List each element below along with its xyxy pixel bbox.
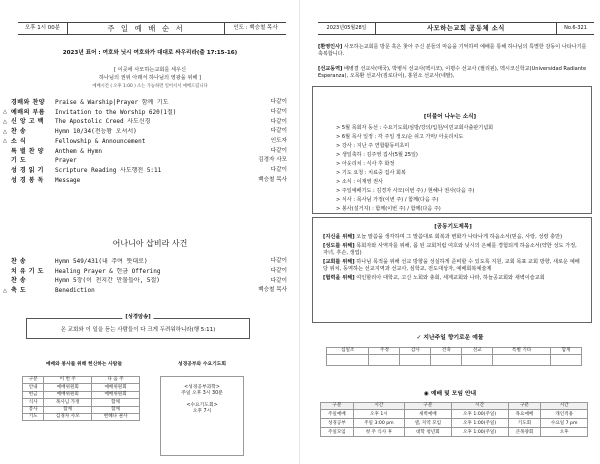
intro-line: [ 이곳에 사모하는교회를 세우신 <box>113 67 187 73</box>
news-item: > 주일예배기도 : 김경자 사모(이번 주) / 현혜나 권사(다음 주) <box>336 188 475 194</box>
order-name: 찬 송 <box>11 258 27 266</box>
prayer-item <box>323 275 583 283</box>
news-title: 사모하는교회 공동체 소식 <box>427 24 505 32</box>
prayer-text: 하나님 목적을 위해 선교 방향을 성실하게 준비할 수 있도록 지원, 교회 목표 교회 방향, 새로운 예배당 위치, 동역하는 선교지역과 선교사, 심학교, 전도대상자, 예배회복예술제 <box>323 258 580 273</box>
offering-value-cell <box>462 355 493 366</box>
duty-header-row <box>23 377 140 384</box>
order-desc: Message <box>55 176 81 184</box>
order-desc: Benediction <box>55 287 95 295</box>
worship-info-title <box>300 391 600 398</box>
order-row <box>3 117 287 127</box>
duty-cell: 현혜나 권사 <box>92 413 140 420</box>
memory-verse-text: 온 교회와 이 일을 듣는 사람들이 다 크게 두려워하니라(행 5:11) <box>60 327 216 333</box>
duty-cell: 기도 <box>23 413 44 420</box>
order-row <box>3 156 287 166</box>
standing-mark: △ <box>3 119 7 126</box>
offering-title <box>300 335 600 342</box>
bulletin-number: No.6-321 <box>556 23 594 34</box>
worship-cell: 새벽예배 <box>405 410 452 419</box>
offering-header-cell: 감사 <box>400 348 431 355</box>
order-row <box>3 98 287 108</box>
standing-mark: △ <box>3 109 7 116</box>
news-list <box>336 125 586 215</box>
offering-header-row <box>327 348 582 355</box>
order-leader: 다같이 <box>270 109 287 116</box>
order-name: 예배의 부름 <box>11 108 46 116</box>
order-leader: 다같이 <box>270 167 287 174</box>
news-section-title: [더불어 나누는 소식] <box>423 114 477 120</box>
standing-mark: △ <box>3 287 7 294</box>
duty-cell: 목사님 가정 <box>44 399 92 406</box>
duty-cell: 예배위원회 <box>44 384 92 391</box>
standing-mark: △ <box>3 138 7 145</box>
order-name: 성 경 봉 독 <box>11 176 44 184</box>
duty-header-cell: 다 음 주 <box>92 377 140 384</box>
offering-icon: ✓ <box>416 335 424 341</box>
worship-header-cell: 시간 <box>451 403 508 410</box>
news-item: > 6월 목사 일정 : 각 주일 정오/순 쉬고 가마/ 아웃리치도 <box>336 134 464 140</box>
missionary-text <box>318 66 590 80</box>
offering-value-cell <box>369 355 400 366</box>
prayer-item <box>323 243 583 258</box>
duty-row <box>23 391 140 398</box>
order-desc: Prayer <box>55 157 77 165</box>
order-desc: Fellowship & Announcement <box>55 137 146 145</box>
worship-row <box>321 419 588 428</box>
memory-verse-box <box>26 314 250 339</box>
worship-cell: 대학 청년회 <box>405 428 452 437</box>
worship-order-list-2 <box>3 257 287 296</box>
worship-header-cell: 구분 <box>321 403 354 410</box>
welcome-body: 사모하는교회를 방문 혹은 찾아 주신 분들의 마음을 기억하며 예배를 통해 하나님의 특별한 감동이 나타나기를 축복합니다. <box>318 44 587 58</box>
order-row <box>3 166 287 176</box>
worship-cell: 큰목양회 <box>508 428 541 437</box>
bulletin-date: 2023년05월28일 <box>318 23 376 34</box>
duty-cell: 함께 <box>44 406 92 413</box>
prayer-item <box>323 259 583 274</box>
order-row <box>3 257 287 267</box>
news-item: > 기도 요청 : 치료중 집사 회복 <box>336 170 406 176</box>
order-name: 소 식 <box>11 137 27 145</box>
worship-row <box>321 410 588 419</box>
order-row <box>3 127 287 137</box>
offering-header-cell: 합계 <box>551 348 582 355</box>
study-line: <수요기도회> <box>186 402 218 408</box>
worship-header-row <box>321 403 588 410</box>
worship-order-list <box>3 98 287 185</box>
prayer-label: [지신을 위해] <box>323 234 355 240</box>
duty-cell: 예배위원회 <box>92 391 140 398</box>
offering-header-cell: 선교 <box>462 348 493 355</box>
prayer-label: [협력을 위해] <box>323 274 355 281</box>
order-name: 성 경 읽 기 <box>11 166 44 174</box>
order-name: 치 유 기 도 <box>11 267 44 275</box>
welcome-text <box>318 44 590 58</box>
worship-info-table <box>320 402 588 437</box>
worship-cell: 기도회 <box>508 419 541 428</box>
order-leader: 다같이 <box>270 118 287 125</box>
sermon-title: 어나니아 삽비라 사건 <box>112 239 188 248</box>
order-leader: 다같이 <box>270 99 287 106</box>
offering-table <box>326 347 582 366</box>
prayer-label: [성도를 위해] <box>323 242 355 249</box>
news-item: > 강사 : 지난 주 연합활동미초미 <box>336 143 410 149</box>
news-header <box>318 22 594 35</box>
order-leader: 다같이 <box>270 147 287 154</box>
order-row <box>3 276 287 286</box>
order-name: 경배와 찬양 <box>11 99 46 107</box>
offering-value-cell <box>493 355 551 366</box>
duty-cell: 봉사 <box>23 406 44 413</box>
order-leader: 김경자 사모 <box>258 157 287 164</box>
worship-info-icon: ◉ <box>423 391 431 397</box>
duty-cell: 김경자 사모 <box>44 413 92 420</box>
news-item: > 생일축하 : 김주영 집사(5월 25일) <box>336 152 418 158</box>
worship-cell: 오후 1:00(주일) <box>451 428 508 437</box>
missionary-body: 배병결 선교사(태국), 박병식 선교사(멕시코), 이평수 선교사 (필리핀), 멕시코신학교(Universidad Radiante Esperanza), 오목환 선교사(짐로다이), 홍원소 선교사(네팔), <box>318 66 587 80</box>
order-row <box>3 108 287 118</box>
news-item: > 아웃리치 : 식사 후 화정 <box>336 161 395 167</box>
order-leader: 인도자 <box>270 138 287 145</box>
duty-row <box>23 399 140 406</box>
worship-header-cell: 시간 <box>541 403 588 410</box>
welcome-label: [환영인사] <box>318 44 343 50</box>
worship-cell: 주일 3:00 pm <box>353 419 404 428</box>
offering-value-cell <box>400 355 431 366</box>
study-info-box <box>160 376 244 456</box>
duty-row <box>23 384 140 391</box>
order-name: 기 도 <box>11 157 27 165</box>
prayer-title: [공동기도제목] <box>434 224 472 230</box>
intro-line: 하나님의 권위 아래서 하나님의 영광을 위해 ] <box>98 74 202 81</box>
worship-cell: 성경공부 <box>321 419 354 428</box>
standing-mark: △ <box>3 128 7 135</box>
order-name: 찬 송 <box>11 277 27 285</box>
offering-header-cell: 건축 <box>431 348 462 355</box>
news-item: > 소식 : 이재영 권사 <box>336 179 383 185</box>
duty-header-cell: 이 번 주 <box>44 377 92 384</box>
service-time: 오후 1시 00분 <box>18 23 68 34</box>
study-line: 주일 오후 3시 30분 <box>181 390 223 396</box>
prayer-list <box>323 234 583 283</box>
order-desc: Praise & Warship|Prayer 함께 기도 <box>55 99 169 107</box>
order-desc: Anthem & Hymn <box>55 147 102 155</box>
order-leader: 다같이 <box>270 277 287 284</box>
worship-cell: 수요일 7 pm <box>541 419 588 428</box>
offering-value-cell <box>431 355 462 366</box>
offering-value-row <box>327 355 582 366</box>
news-item: > 봉사(설거지) : 함께(이번 주) / 함께(다음 주) <box>336 206 441 212</box>
order-row <box>3 286 287 296</box>
prayer-label: [교회를 위해] <box>323 258 355 265</box>
duty-header-cell: 구분 <box>23 377 44 384</box>
order-desc: Healing Prayer & 헌금 Offering <box>55 267 161 275</box>
study-line: <성경공부과학> <box>184 385 220 390</box>
duty-table <box>22 376 140 421</box>
order-desc: The Apostolic Creed 사도신경 <box>55 118 151 126</box>
duty-row <box>23 413 140 420</box>
news-item: > 식사 : 목사님 가정(이번 주) / 함께(다음 주) <box>336 197 439 203</box>
order-row <box>3 146 287 156</box>
duty-row <box>23 406 140 413</box>
order-name: 축 도 <box>11 287 27 295</box>
order-desc: Invitation to the Worship 620(1절) <box>55 108 177 116</box>
prayer-text: 오늘 말씀을 생각하며 그 말씀대로 회복과 변화가 나타나게 하옵소서(믿음, 사랑, 성령 충만) <box>354 234 563 240</box>
order-name: 신 앙 고 백 <box>11 118 44 126</box>
worship-header-cell: 시간 <box>353 403 404 410</box>
worship-cell: 셀, 지역 모임 <box>405 419 452 428</box>
worship-cell: 오후 1:00(주일) <box>451 410 508 419</box>
worship-cell: 목요예배 <box>508 410 541 419</box>
order-name: 찬 송 <box>11 128 27 136</box>
duty-cell: 헌금 <box>23 391 44 398</box>
worship-cell: 개인적용 <box>541 410 588 419</box>
duty-cell: 안내 <box>23 384 44 391</box>
worship-cell: 주일모임 <box>321 428 354 437</box>
duty-cell: 예배위원회 <box>44 391 92 398</box>
prayer-text: 여인할리아 대학교, 고신 노회와 총회, 세계교회와 나라, 하늘공교회와 새벽이슬교회 <box>354 274 545 281</box>
worship-cell: 첫 주 식사 후 <box>353 428 404 437</box>
offering-header-cell: 십일조 <box>327 348 369 355</box>
prayer-box <box>312 217 592 323</box>
order-leader: 백승철 목사 <box>258 176 287 183</box>
worship-order-title: 주 일 예 배 순 서 <box>107 23 185 33</box>
order-leader: 다같이 <box>270 268 287 275</box>
worship-cell: 주일예배 <box>321 410 354 419</box>
prayer-item <box>323 234 583 242</box>
worship-cell: 오후 1:00(주일) <box>451 419 508 428</box>
worship-info-title-text: 예배 및 모임 안내 <box>430 391 477 397</box>
duty-cell: 함께 <box>92 406 140 413</box>
worship-order-header <box>18 22 286 35</box>
order-leader: 백승철 목사 <box>258 287 287 294</box>
intro-note: 예배시간 ( 오후 1:00 ) 소는 가능하면 일어서서 예배드립니다 <box>92 84 208 89</box>
worship-header-cell: 구분 <box>405 403 452 410</box>
order-desc: Scripture Reading 사도행전 5:11 <box>55 166 162 174</box>
duty-cell: 식사 <box>23 399 44 406</box>
order-row <box>3 176 287 186</box>
year-motto: 2023년 표어 : 여호와 닛시 여호와가 대대로 싸우리라(출 17:15-16) <box>62 50 238 56</box>
memory-verse-title: [성경암송] <box>122 314 153 321</box>
order-leader: 다같이 <box>270 128 287 135</box>
prayer-text: 목회자와 사역자를 위해, 몸 된 교회처럼 여호와 닛시의 은혜를 경험되게 하옵소서(약한 성도 가정, 자녀, 후손, 생업) <box>323 242 577 257</box>
worship-cell: 오후 1시 <box>353 410 404 419</box>
news-item: > 5월 목회자 동선 : 수요기도회/심방/강의/입원/이민교회사출판기념회 <box>336 125 494 131</box>
service-leader: 인도 : 백승철 목사 <box>224 23 286 34</box>
offering-value-cell <box>327 355 369 366</box>
offering-header-cell: 주정 <box>369 348 400 355</box>
order-desc: Hymn 5장(이 천지간 만물들아, 5절) <box>55 277 160 285</box>
duty-title: 예배와 봉사를 위해 헌신하는 사람들 <box>45 362 123 367</box>
order-name: 특 별 찬 양 <box>11 147 44 155</box>
order-row <box>3 137 287 147</box>
missionary-label: [선교동역] <box>318 66 343 72</box>
offering-value-cell <box>551 355 582 366</box>
worship-row <box>321 428 588 437</box>
study-line: 오후 7시 <box>192 408 212 414</box>
order-desc: Hymn 549/431(내 주여 뜻대로) <box>55 258 148 266</box>
worship-cell: 오후 <box>541 428 588 437</box>
duty-cell: 함께 <box>92 399 140 406</box>
worship-header-cell: 구분 <box>508 403 541 410</box>
offering-title-text: 지난주일 향기로운 예물 <box>423 335 484 341</box>
duty-cell: 예배위원회 <box>92 384 140 391</box>
intro-text <box>0 67 300 90</box>
order-row <box>3 267 287 277</box>
order-desc: Hymn 10/34(전능왕 오셔서) <box>55 128 137 136</box>
order-leader: 다같이 <box>270 258 287 265</box>
offering-header-cell: 특별 기타 <box>493 348 551 355</box>
study-title: 성경공부와 수요기도회 <box>177 362 226 367</box>
